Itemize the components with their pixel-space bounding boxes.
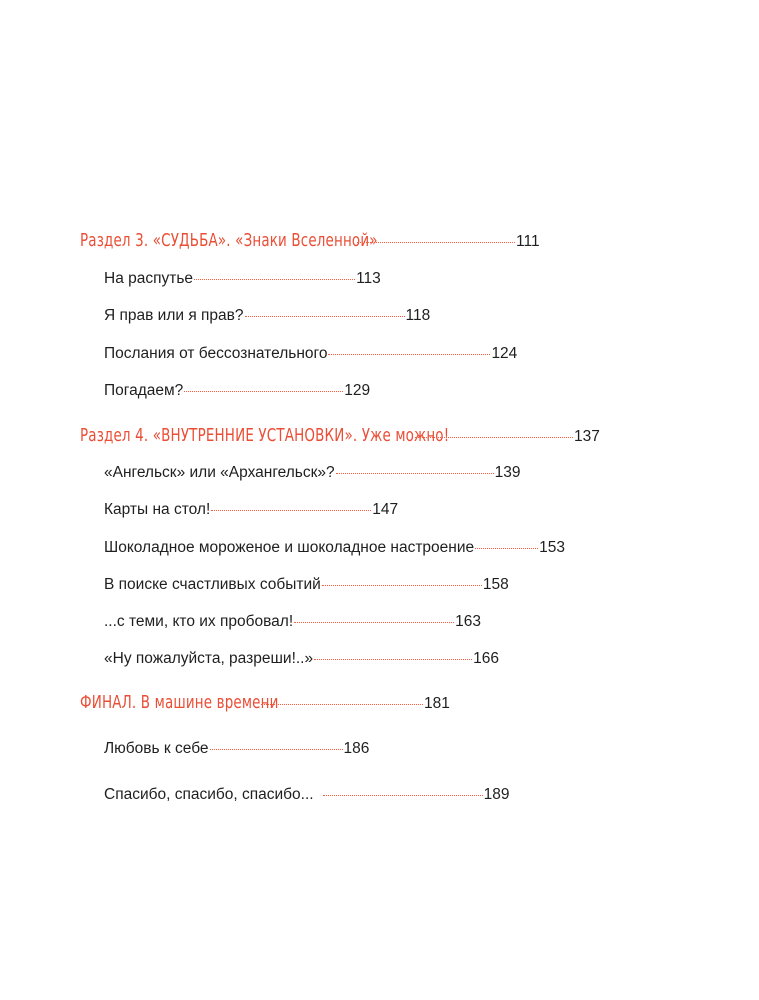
toc-section-title: ФИНАЛ. В машине времени [80,693,279,713]
toc-item-title: ...с теми, кто их пробовал! [104,613,294,630]
toc-item[interactable] [104,345,517,363]
dot-leader [322,581,482,586]
toc-item-title: Послания от бессознательного [104,345,328,362]
dot-leader [261,700,423,705]
toc-item[interactable] [104,650,499,668]
dot-leader [336,469,494,474]
dot-leader [184,387,343,392]
dot-leader [323,791,483,796]
dot-leader [475,544,538,549]
toc-page-number: 137 [574,428,600,445]
toc-item[interactable] [104,270,381,288]
toc-page-number: 153 [539,539,565,556]
toc-item[interactable] [104,501,398,519]
toc-item-title: Я прав или я прав? [104,307,244,324]
toc-item[interactable] [104,382,370,400]
dot-leader [294,618,454,623]
toc-page-number: 166 [473,650,499,667]
dot-leader [328,350,490,355]
toc-item-title: Спасибо, спасибо, спасибо... [104,786,314,803]
toc-item-title: Любовь к себе [104,740,209,757]
toc-item[interactable] [104,539,565,557]
dot-leader [415,433,573,438]
toc-item[interactable] [104,464,521,482]
toc-section-title: Раздел 4. «ВНУТРЕННИЕ УСТАНОВКИ». Уже можно! [80,426,450,446]
toc-item[interactable] [104,740,369,758]
toc-page-number: 181 [424,695,450,712]
toc-item-title: «Ну пожалуйста, разреши!..» [104,650,314,667]
dot-leader [194,275,355,280]
toc-item-title: Погадаем? [104,382,184,399]
dot-leader [211,506,371,511]
toc-page-number: 186 [343,740,370,757]
toc-section-title: Раздел 3. «СУДЬБА». «Знаки Вселенной» [80,231,378,251]
toc-page-number: 111 [516,233,540,250]
toc-item-title: «Ангельск» или «Архангельск»? [104,464,335,481]
toc-section-3[interactable] [80,231,540,251]
toc-item-title: Шоколадное мороженое и шоколадное настроение [104,539,475,556]
toc-page-number: 139 [494,464,521,481]
toc-item[interactable] [104,307,430,325]
toc-item-title: В поиске счастливых событий [104,576,321,593]
dot-leader [245,312,405,317]
toc-page-number: 147 [372,501,399,518]
toc-item[interactable] [104,786,509,804]
toc-page-number: 118 [405,307,431,324]
toc-page-number: 113 [356,270,381,287]
toc-item[interactable] [104,576,509,594]
dot-leader [210,745,343,750]
toc-page-number: 189 [483,786,510,803]
toc-page-number: 124 [491,345,518,362]
toc-section-4[interactable] [80,426,600,446]
toc-section-final[interactable] [80,693,450,713]
toc-item-title: Карты на стол! [104,501,211,518]
toc-page-number: 158 [482,576,509,593]
toc-item-title: На распутье [104,270,194,287]
toc-item[interactable] [104,613,481,631]
toc-page-number: 129 [344,382,371,399]
toc-page-number: 163 [455,613,482,630]
dot-leader [314,655,472,660]
dot-leader [357,238,515,243]
